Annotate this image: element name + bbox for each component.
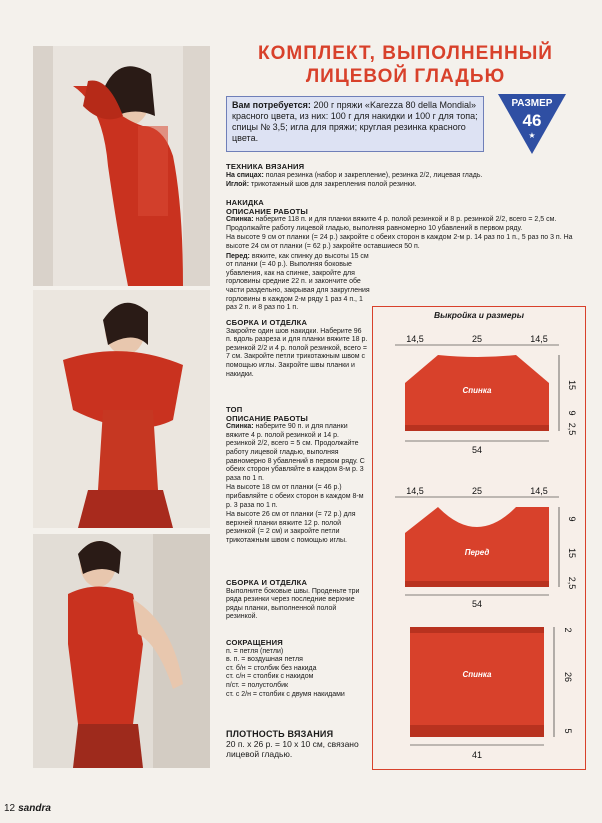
technique-heading: ТЕХНИКА ВЯЗАНИЯ [226,162,305,171]
star-icon: ★ [528,131,536,140]
top-text2: На высоте 18 см от планки (= 46 р.) прибавляйте с обеих сторон в каждом 8-м р. 3 раза по 1 п. [226,484,364,509]
pattern-front-side-3: 2,5 [567,576,577,590]
abbreviation-item: ст. б/н = столбик без накида [226,664,317,672]
cape-subheading: ОПИСАНИЕ РАБОТЫ [226,206,309,216]
gauge-heading: ПЛОТНОСТЬ ВЯЗАНИЯ [226,729,334,739]
top-back-label: Спинка: [226,423,254,431]
pattern-front-side-1: 9 [567,516,577,522]
size-badge [496,86,568,156]
materials-text: 200 г пряжи «Karezza 80 della Mondial» красного цвета, из них: 100 г для накидки и 100 г для топа; спицы № 3,5; игла для пряжи; круглая резинка красного цвета. [232,100,478,143]
size-badge-value: 46 [522,111,542,130]
pattern-back-top-right: 14,5 [530,334,548,344]
abbreviation-item: ст. с/н = столбик с накидом [226,673,314,681]
cape-front-text: вяжите, как спинку до высоты 15 см от планки (= 40 р.). Выполняя боковые убавления, как на спинке, закройте для горловины средние 22 п. и закончите обе части раздельно, закрывая для закругления горловины в каждом 2-м ряду 1 раз 4 п., 1 раз 2 п. и 8 раз по 1 п. [226,252,370,312]
top-heading: ТОП [226,405,243,414]
pattern-top-piece [410,627,573,760]
technique-needle-text: трикотажный шов для закрепления полой резинки. [251,181,417,189]
photo-model-top [33,534,210,768]
cape-back-text2: На высоте 9 см от планки (= 24 р.) закройте с обеих сторон в каждом 2-м р. 14 раз по 1 п., 5 раз по 3 п. На высоте 24 см от планки (= 62 р.) закройте оставшиеся 50 п. [226,234,573,250]
size-badge-label: РАЗМЕР [511,98,553,109]
photo-model-cape-draped [33,46,210,286]
pattern-front-top-mid: 25 [471,486,483,496]
pattern-back-top-mid: 25 [471,334,483,344]
pattern-top-bottom: 41 [471,750,483,760]
cape-heading: НАКИДКА [226,198,264,207]
pattern-back-label: Спинка [462,386,492,395]
page-footer [4,803,51,814]
pattern-top-side-1: 2 [563,627,573,633]
top-section [226,406,368,547]
top-subheading: ОПИСАНИЕ РАБОТЫ [226,413,309,423]
pattern-top-side-2: 26 [563,671,573,683]
technique-needle-label: Иглой: [226,181,250,189]
abbreviations-section [226,639,368,699]
top-assembly-text: Выполните боковые швы. Проденьте три ряда резинки через последние верхние ряды планки, выполненной полой резинкой. [226,587,360,621]
pattern-front-top-right: 14,5 [530,486,548,496]
top-back-text: наберите 90 п. и для планки вяжите 4 р. полой резинкой и 14 р. резинкой 2/2, всего = 5 см. Продолжайте работу лицевой гладью, выполняя равномерно 8 убавлений в первом ряду. С обеих сторон убавляйте в каждом 8-м р. 3 раза по 1 п. [226,423,365,482]
cape-front-label: Перед: [226,252,250,260]
photo-model-cape-top [33,290,210,528]
abbreviation-item: ст. с 2/н = столбик с двумя накидами [226,690,345,698]
cape-assembly-heading: СБОРКА И ОТДЕЛКА [226,318,308,327]
pattern-back-piece [395,334,577,455]
abbreviation-item: в. п. = воздушная петля [226,656,303,664]
top-text3: На высоте 26 см от планки (= 72 р.) для верхней планки вяжите 12 р. полой резинкой (= 2 см) и закройте петли трикотажным швом с помощью иглы. [226,511,356,544]
page-title-line2: ЛИЦЕВОЙ ГЛАДЬЮ [305,66,506,87]
pattern-front-piece [395,486,577,609]
pattern-back-side-3: 2,5 [567,422,577,436]
pattern-top-label: Спинка [462,670,492,679]
top-assembly-heading: СБОРКА И ОТДЕЛКА [226,578,308,587]
pattern-front-top-left: 14,5 [406,486,424,496]
abbreviation-item: п/ст. = полустолбик [226,681,289,689]
pattern-top-side-3: 5 [563,728,573,734]
materials-box [226,96,484,152]
cape-assembly-text: Закройте один шов накидки. Наберите 96 п. вдоль разреза и для планки вяжите 18 р. резинкой 2/2 и 4 р. полой резинкой, всего = 7 см. Закройте петли трикотажным швом с помощью иглы. Закройте швы планки и накидки. [226,327,368,378]
materials-label: Вам потребуется: [232,100,311,110]
cape-section [226,199,581,314]
pattern-back-top-left: 14,5 [406,334,424,344]
technique-needles-text: полая резинка (набор и закрепление), резинка 2/2, лицевая гладь. [265,171,483,179]
pattern-front-side-2: 15 [567,547,577,559]
pattern-panel [372,306,586,770]
pattern-back-side-2: 9 [567,410,577,416]
gauge-section [226,729,368,760]
abbreviation-item: п. = петля (петли) [226,647,284,655]
pattern-front-bottom: 54 [471,599,483,609]
cape-back-label: Спинка: [226,216,254,224]
page-title-line1: КОМПЛЕКТ, ВЫПОЛНЕННЫЙ [258,43,553,64]
top-assembly-section [226,579,368,623]
pattern-front-label: Перед [464,548,490,557]
technique-needles-label: На спицах: [226,171,264,179]
cape-assembly-section [226,319,368,380]
page-number: 12 [4,803,16,814]
abbreviations-heading: СОКРАЩЕНИЯ [226,638,283,647]
brand-logo: sandra [18,803,51,814]
pattern-back-bottom: 54 [471,445,483,455]
gauge-text: 20 п. х 26 р. = 10 х 10 см, связано лицевой гладью. [226,739,359,759]
pattern-title: Выкройка и размеры [434,310,524,320]
technique-section [226,163,581,191]
pattern-back-side-1: 15 [567,379,577,391]
cape-back-text: наберите 118 п. и для планки вяжите 4 р. полой резинкой и 8 р. резинкой 2/2, всего = 2,5 см. Продолжайте работу лицевой гладью, выполняя равномерно 10 убавлений в первом ряду. [226,216,557,232]
